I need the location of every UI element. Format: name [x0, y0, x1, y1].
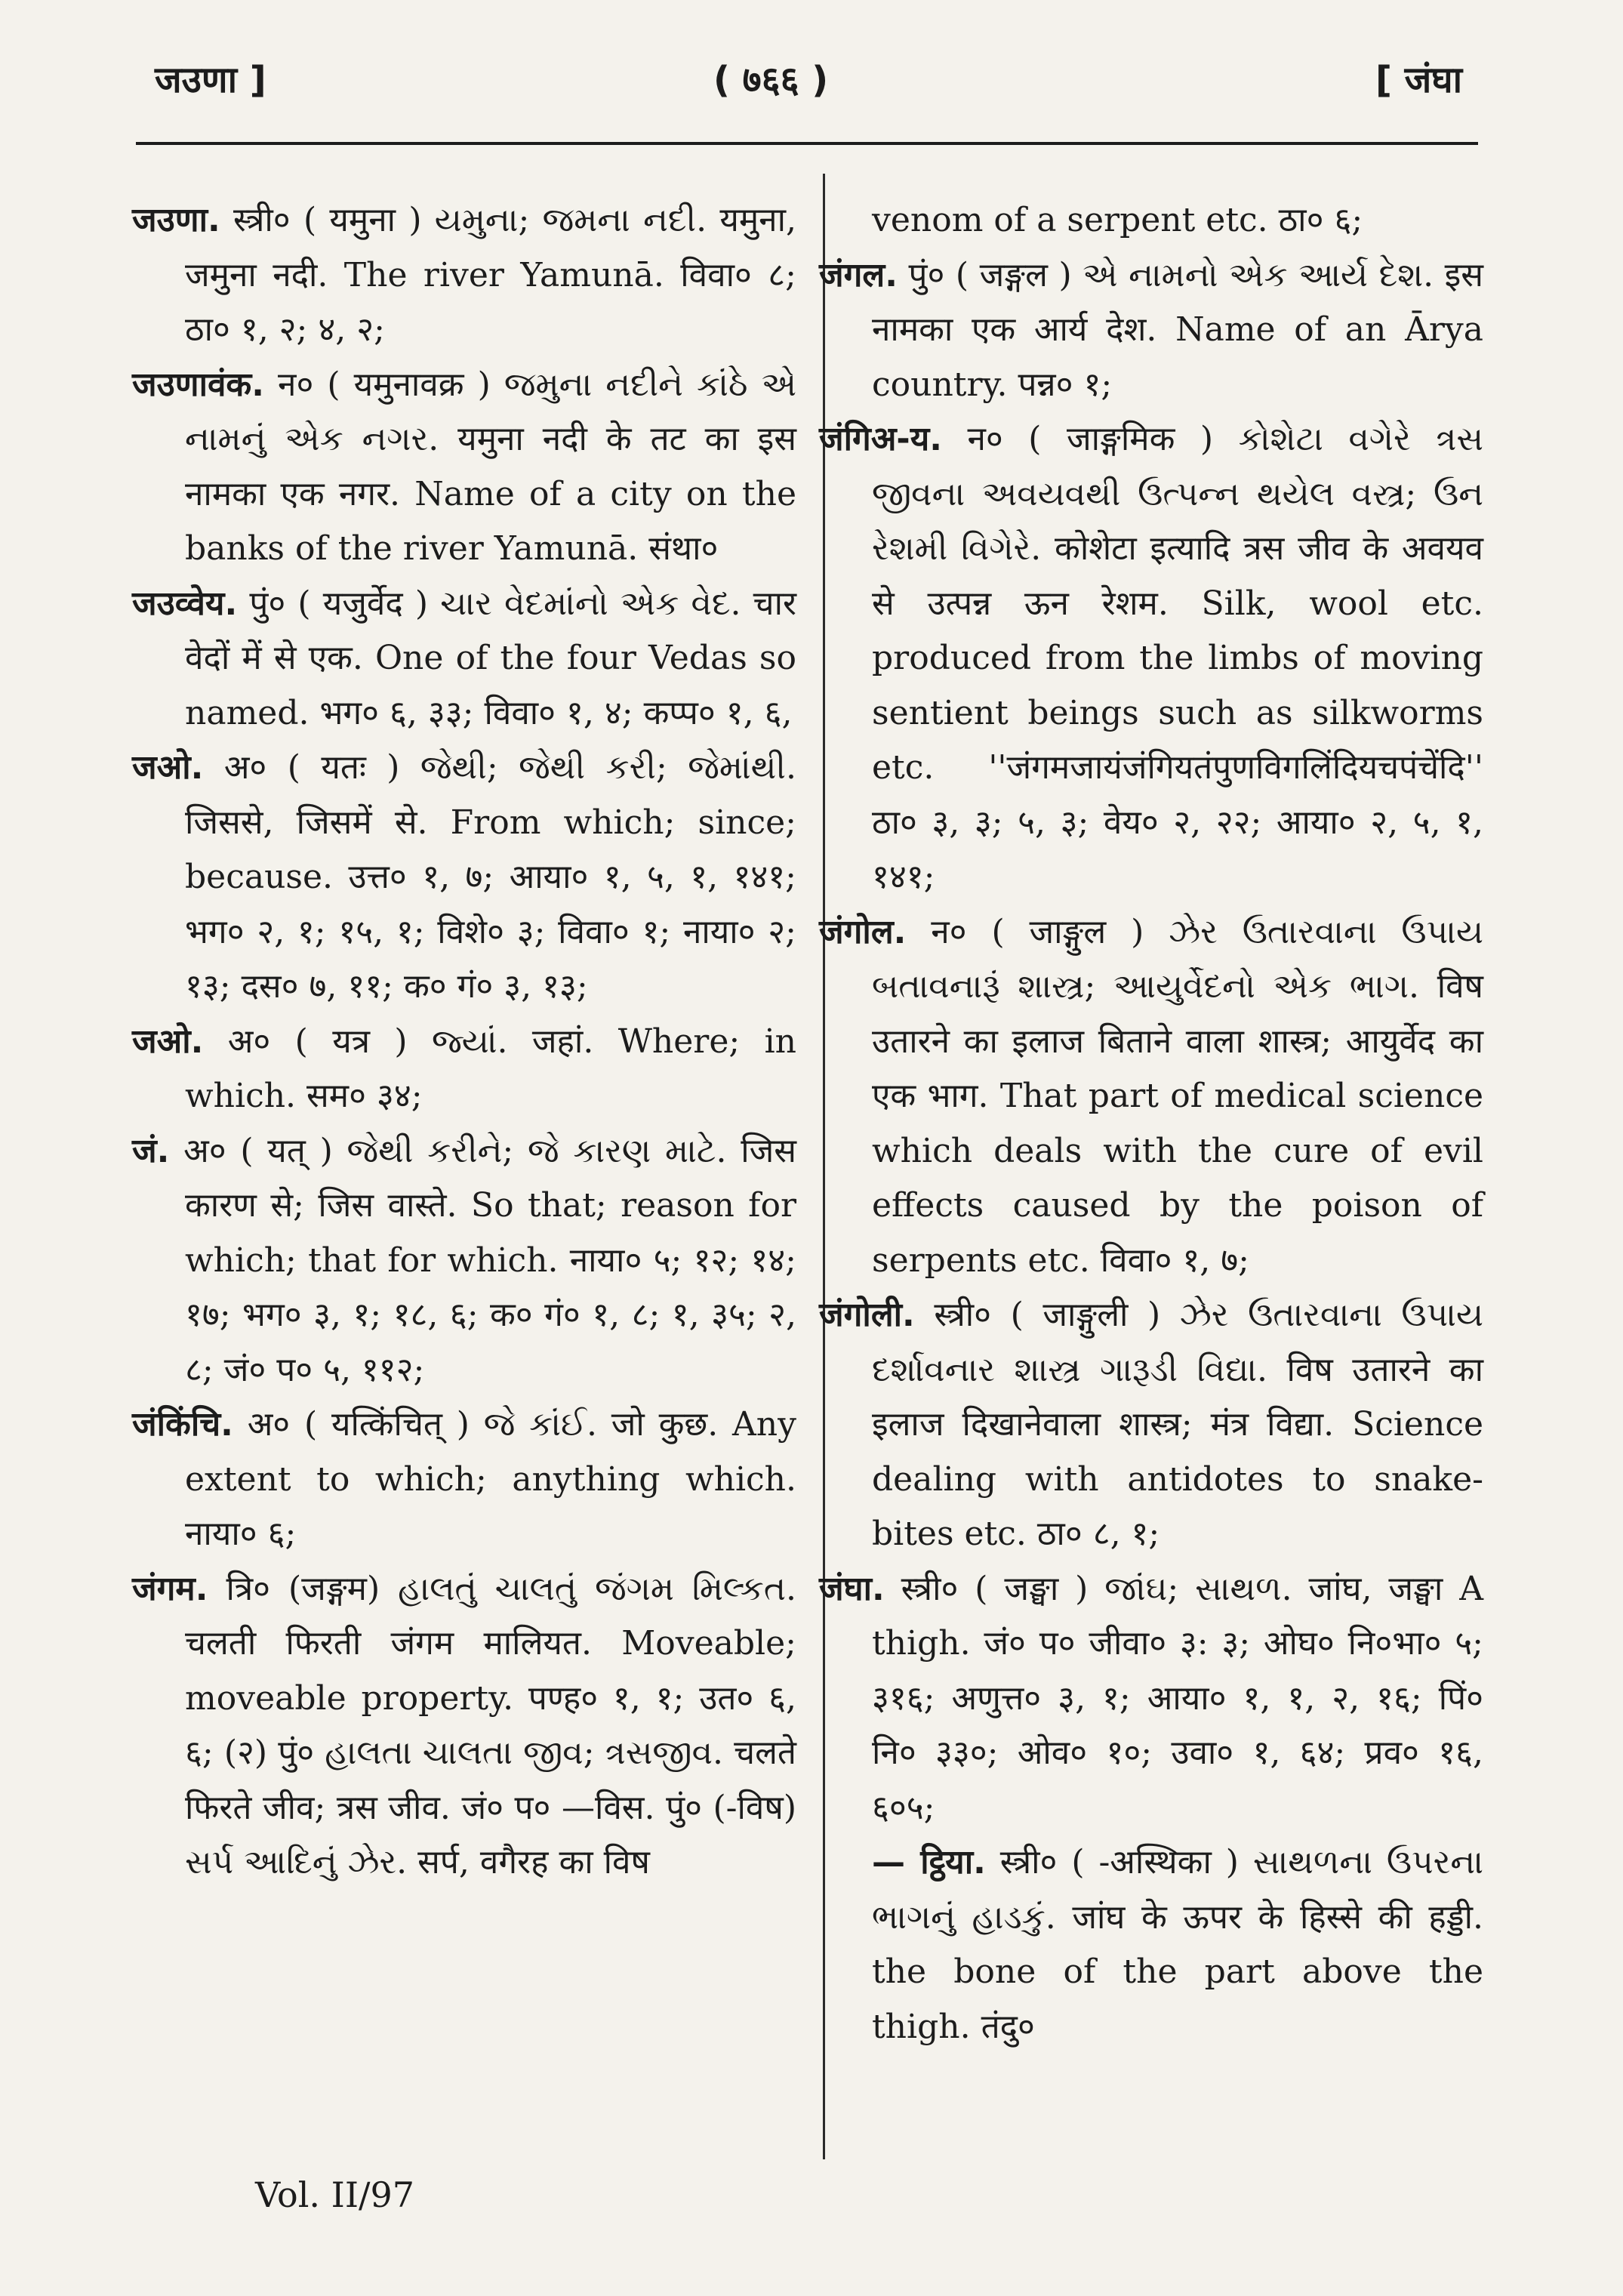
headword: जंकिंचि. [132, 1405, 233, 1444]
continued-entry [819, 193, 1483, 248]
entry-body: स्त्री० ( जाङ्गुली ) ઝેર ઉતારવાના ઉપાય દર્શાવનાર શાસ્ત્ર ગારૂડી વિદ્યા. विष उतारने का इलाज दिखानेवाला शास्त्र; मंत्र विद्या. Science dealing with antidotes to snake-bites etc. ठा० ८, १; [872, 1296, 1483, 1553]
dictionary-entry [132, 358, 796, 577]
dictionary-entry [132, 1015, 796, 1124]
dictionary-entry [132, 741, 796, 1015]
entry-body: पुं० ( जङ्गल ) એ નામનો એક આર્ય દેશ. इस नामका एक आर्य देश. Name of an Ārya country. पन्न० १; [872, 255, 1483, 404]
entry-body: न० ( जाङ्गमिक ) કોશેટા વગેરે ત્રસ જીવના અવયવથી ઉત્પન્ન થયેલ વસ્ત્ર; ઉન રેશમી વિગેરે. कोशेटा इत्यादि त्रस जीव के अवयव से उत्पन्न ऊन रेशम. Silk, wool etc. produced from the limbs of moving sentient beings such as silkworms etc. ''जंगमजायंजंगियतंपुणविगलिंदियचपंचेंदि'' ठा० ३, ३; ५, ३; वेय० २, २२; आया० २, ५, १, १४१; [872, 420, 1483, 896]
headword: जंघा. [819, 1569, 885, 1608]
running-head-left: जउणा ] [155, 59, 266, 101]
headword: जंगोल. [819, 912, 907, 951]
running-head-right: [ जंघा [1375, 59, 1463, 101]
headword: जंगल. [819, 255, 898, 294]
headword: जउणा. [132, 201, 220, 239]
dictionary-entry [132, 577, 796, 741]
headword: — ट्ठिया. [872, 1843, 986, 1881]
dictionary-entry [819, 248, 1483, 413]
headword: जओ. [132, 748, 204, 787]
page-number: ( ७६६ ) [713, 59, 829, 101]
entry-body: अ० ( यत्र ) જ્યાં. जहां. Where; in which. सम० ३४; [185, 1022, 796, 1115]
entry-body: त्रि० (जङ्गम) હાલતું ચાલતું જંગમ મિલ્કત. चलती फिरती जंगम मालियत. Moveable; moveable property. पण्ह० १, १; उत० ६, ६; (२) पुं० હાલતા ચાલતા જીવ; ત્રસજીવ. चलते फिरते जीव; त्रस जीव. जं० प० —विस. पुं० (-विष) સર્પ આદિનું ઝેર. सर्प, वगैरह का विष [185, 1569, 796, 1881]
dictionary-entry [819, 905, 1483, 1289]
right-column [819, 193, 1483, 2054]
headword: जंगिअ-य. [819, 420, 942, 458]
entry-body: अ० ( यतः ) જેથી; જેથી કરી; જેમાંથી. जिससे, जिसमें से. From which; since; because. उत्त० १, ७; आया० १, ५, १, १४१; भग० २, १; १५, १; विशे० ३; विवा० १; नाया० २; १३; दस० ७, ११; क० गं० ३, १३; [185, 748, 796, 1006]
dictionary-entry [819, 412, 1483, 905]
volume-footer: Vol. II/97 [255, 2174, 415, 2215]
entry-body: स्त्री० ( जङ्घा ) જાંઘ; સાથળ. जांघ, जङ्घा A thigh. जं० प० जीवा० ३: ३; ओघ० नि०भा० ५; ३१६; अणुत्त० ३, १; आया० १, १, २, १६; पिं० नि० ३३०; ओव० १०; उवा० १, ६४; प्रव० १६, ६०५; [872, 1569, 1483, 1827]
entry-body: अ० ( यत्किंचित् ) જે કાંઈ. जो कुछ. Any extent to which; anything which. नाया० ६; [185, 1405, 796, 1553]
dictionary-entry [132, 1562, 796, 1891]
headword: जउणावंक. [132, 365, 264, 404]
entry-body: स्त्री० ( -अस्थिका ) સાથળના ઉપરના ભાગનું હાડકું. जांघ के ऊपर के हिस्से की हड्डी. the bone of the part above the thigh. तंदु० [872, 1843, 1483, 2046]
header-rule [136, 142, 1478, 145]
entry-body: अ० ( यत् ) જેથી કરીને; જે કારણ માટે. जिस कारण से; जिस वास्ते. So that; reason for which; that for which. नाया० ५; १२; १४; १७; भग० ३, १; १८, ६; क० गं० १, ८; १, ३५; २, ८; जं० प० ५, ११२; [169, 1131, 796, 1389]
headword: जंगम. [132, 1569, 208, 1608]
sub-entry [819, 1835, 1483, 2054]
entry-body: पुं० ( यजुर्वेद ) ચાર વેદમાંનો એક વેદ. चार वेदों में से एक. One of the four Vedas so named. भग० ६, ३३; विवा० १, ४; कप्प० १, ६, [185, 584, 796, 732]
dictionary-entry [132, 193, 796, 358]
headword: जंगोली. [819, 1296, 915, 1334]
dictionary-entry [819, 1288, 1483, 1562]
left-column [132, 193, 796, 1891]
entry-body: न० ( यमुनावक्र ) જમુના નદીને કાંઠે એ નામનું એક નગર. यमुना नदी के तट का इस नामका एक नगर. Name of a city on the banks of the river Yamunā. संथा० [185, 365, 796, 568]
entry-body: स्त्री० ( यमुना ) યમુના; જમના નદી. यमुना, जमुना नदी. The river Yamunā. विवा० ८; ठा० १, २; ४, २; [185, 201, 796, 349]
headword: जओ. [132, 1022, 204, 1061]
dictionary-entry [819, 1562, 1483, 1836]
dictionary-entry [132, 1398, 796, 1562]
dictionary-entry [132, 1124, 796, 1398]
headword: जं. [132, 1131, 170, 1170]
entry-body: venom of a serpent etc. ठा० ६; [872, 201, 1363, 239]
headword: जउव्वेय. [132, 584, 238, 623]
entry-body: न० ( जाङ्गुल ) ઝેર ઉતારવાના ઉપાય બતાવનારૂં શાસ્ત્ર; આયુર્વેદનો એક ભાગ. विष उतारने का इलाज बिताने वाला शास्त्र; आयुर्वेद का एक भाग. That part of medical science which deals with the cure of evil effects caused by the poison of serpents etc. विवा० १, ७; [872, 912, 1483, 1280]
